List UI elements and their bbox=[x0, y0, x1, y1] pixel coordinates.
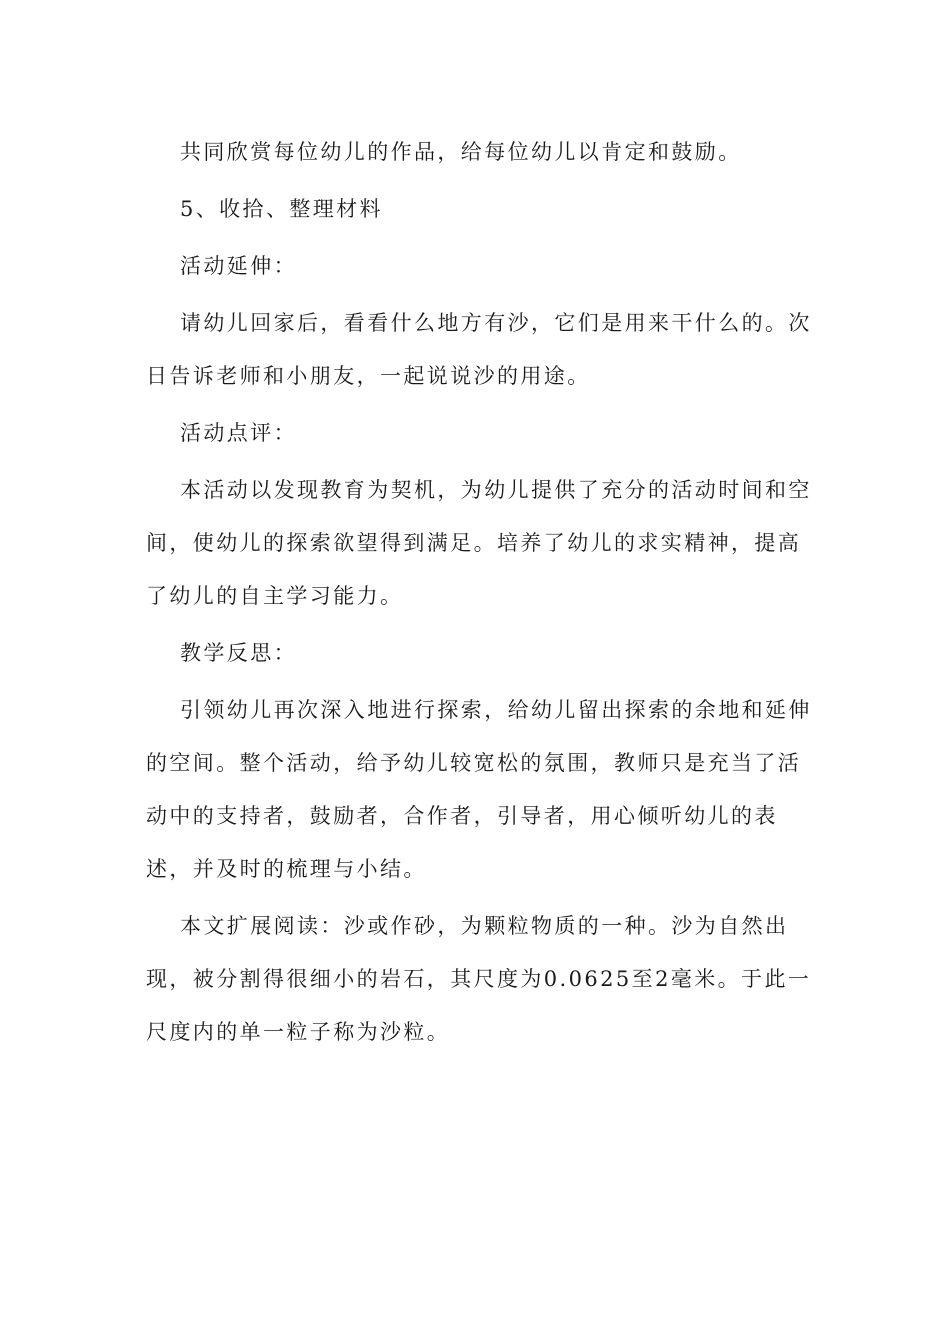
paragraph-extension: 请幼儿回家后，看看什么地方有沙，它们是用来干什么的。次日告诉老师和小朋友，一起说说沙的用途。 bbox=[146, 311, 812, 388]
step-5-heading: 5、收拾、整理材料 bbox=[180, 197, 383, 221]
section-heading-review: 活动点评： bbox=[180, 421, 297, 445]
paragraph-extended-reading: 本文扩展阅读：沙或作砂，为颗粒物质的一种。沙为自然出现，被分割得很细小的岩石，其尺度为0.0625至2毫米。于此一尺度内的单一粒子称为沙粒。 bbox=[146, 914, 812, 1044]
section-heading-extension: 活动延伸： bbox=[180, 254, 297, 278]
paragraph-review: 本活动以发现教育为契机，为幼儿提供了充分的活动时间和空间，使幼儿的探索欲望得到满足。培养了幼儿的求实精神，提高了幼儿的自主学习能力。 bbox=[146, 478, 812, 608]
body-text bbox=[146, 126, 816, 1059]
paragraph-reflection: 引领幼儿再次深入地进行探索，给幼儿留出探索的余地和延伸的空间。整个活动，给予幼儿较宽松的氛围，教师只是充当了活动中的支持者，鼓励者，合作者，引导者，用心倾听幼儿的表述，并及时的梳理与小结。 bbox=[146, 698, 812, 881]
section-heading-reflection: 教学反思： bbox=[180, 641, 297, 665]
paragraph-appreciate-works: 共同欣赏每位幼儿的作品，给每位幼儿以肯定和鼓励。 bbox=[180, 140, 742, 164]
